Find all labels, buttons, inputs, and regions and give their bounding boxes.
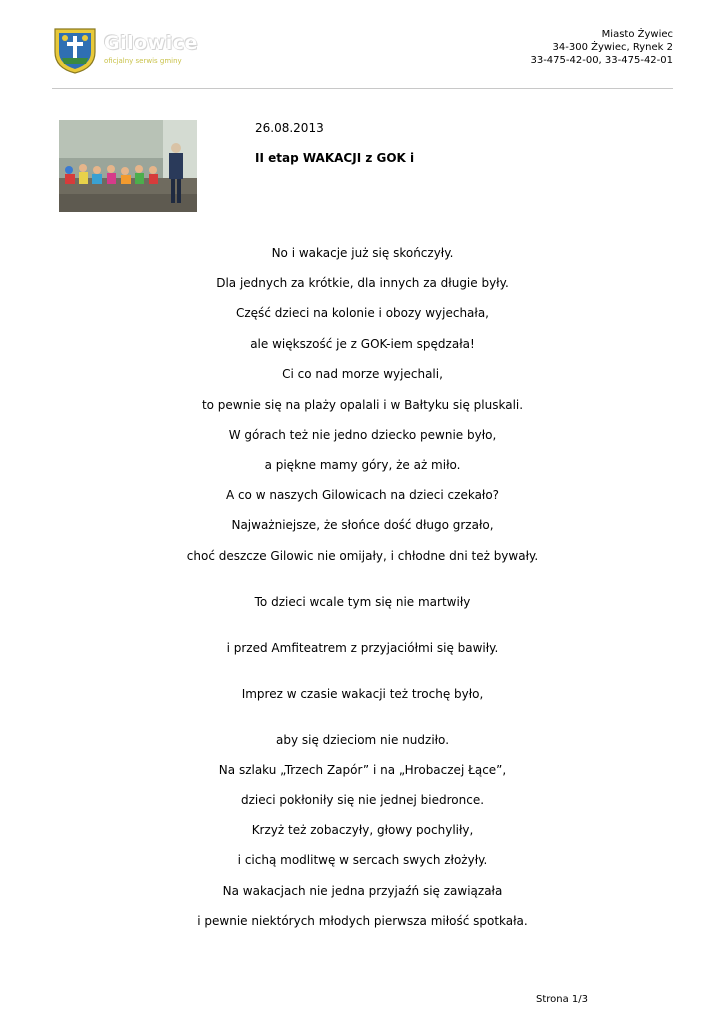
body-line: to pewnie się na plaży opalali i w Bałtyku się pluskali.: [201, 398, 524, 412]
body-line: To dzieci wcale tym się nie martwiły: [254, 595, 471, 609]
contact-phones: 33-475-42-00, 33-475-42-01: [530, 55, 673, 66]
body-line: Ci co nad morze wyjechali,: [282, 367, 443, 381]
body-line: i pewnie niektórych młodych pierwsza miłość spotkała.: [197, 914, 528, 928]
article-date: 26.08.2013: [255, 121, 324, 135]
site-logo[interactable]: [52, 26, 252, 76]
coat-of-arms-icon: [52, 26, 98, 74]
contact-block: [530, 28, 673, 67]
body-line: Krzyż też zobaczyły, głowy pochyliły,: [251, 823, 474, 837]
body-line: A co w naszych Gilowicach na dzieci czekało?: [225, 488, 500, 502]
body-line: dzieci pokłoniły się nie jednej biedronce.: [240, 793, 485, 807]
body-line: W górach też nie jedno dziecko pewnie było,: [228, 428, 497, 442]
article-photo[interactable]: [59, 120, 197, 212]
body-line: No i wakacje już się skończyły.: [271, 246, 454, 260]
logo-wordmark: Gilowice: [104, 32, 198, 54]
body-line: Imprez w czasie wakacji też trochę było,: [241, 687, 484, 701]
body-line: i przed Amfiteatrem z przyjaciółmi się bawiły.: [226, 641, 499, 655]
body-line: Na szlaku „Trzech Zapór” i na „Hrobaczej Łące”,: [218, 763, 507, 777]
body-line: Dla jednych za krótkie, dla innych za długie były.: [216, 276, 509, 290]
article-title: II etap WAKACJI z GOK i: [255, 151, 415, 165]
body-line: Na wakacjach nie jedna przyjaźń się zawiązała: [222, 884, 503, 898]
contact-address: 34-300 Żywiec, Rynek 2: [552, 42, 673, 53]
header-divider: [52, 88, 673, 89]
page-number: Strona 1/3: [535, 994, 588, 1005]
body-line: Najważniejsze, że słońce dość długo grzało,: [231, 518, 494, 532]
body-line: choć deszcze Gilowic nie omijały, i chłodne dni też bywały.: [186, 549, 539, 563]
body-line: Część dzieci na kolonie i obozy wyjechała,: [236, 306, 489, 320]
body-line: ale większość je z GOK-iem spędzała!: [250, 337, 475, 351]
logo-tagline: oficjalny serwis gminy: [104, 57, 182, 65]
contact-city: Miasto Żywiec: [601, 29, 673, 40]
body-line: aby się dzieciom nie nudziło.: [275, 733, 450, 747]
body-line: a piękne mamy góry, że aż miło.: [264, 458, 461, 472]
body-line: i cichą modlitwę w sercach swych złożyły.: [237, 853, 488, 867]
